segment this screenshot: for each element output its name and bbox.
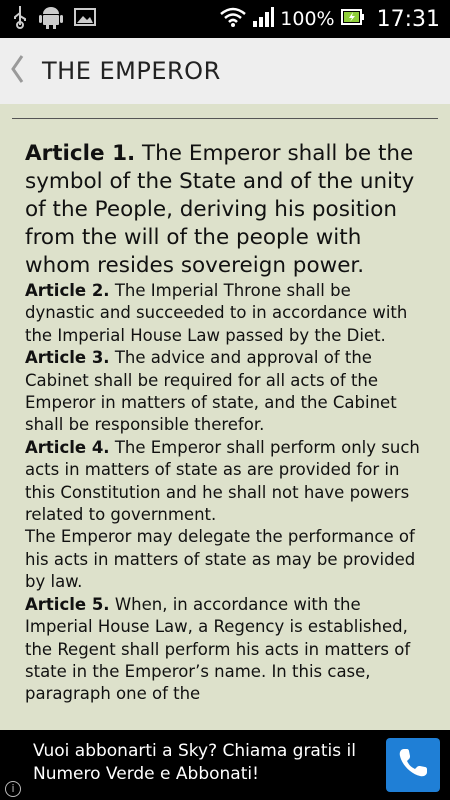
- article-label: Article 5.: [25, 594, 110, 614]
- article-label: Article 4.: [25, 437, 110, 457]
- image-icon: [74, 7, 96, 31]
- wifi-icon: [220, 7, 246, 31]
- article-paragraph: [25, 437, 425, 527]
- ad-text[interactable]: Vuoi abbonarti a Sky? Chiama gratis il Numero Verde e Abbonati!: [33, 741, 356, 784]
- article-label: Article 1.: [25, 141, 136, 166]
- article-label: Article 3.: [25, 348, 110, 368]
- phone-icon: [396, 746, 430, 784]
- battery-icon: [341, 8, 365, 30]
- article-content[interactable]: [0, 104, 450, 730]
- article-paragraph: [25, 140, 425, 280]
- back-button[interactable]: [0, 38, 34, 104]
- article-body: The Imperial Throne shall be dynastic and succeeded to in accordance with the Imperial House Law passed by the Diet.: [25, 281, 408, 345]
- article-body: The advice and approval of the Cabinet shall be required for all acts of the Emperor in matters of state, and the Cabinet shall be responsible therefor.: [25, 348, 397, 435]
- clock: 17:31: [376, 6, 440, 32]
- article-body: The Emperor shall be the symbol of the State and of the unity of the People, deriving his position from the will of the people with whom resides sovereign power.: [25, 141, 415, 278]
- android-icon: [38, 5, 64, 33]
- battery-percent: 100%: [280, 8, 335, 30]
- article-label: Article 2.: [25, 281, 110, 300]
- article-paragraph: [25, 594, 425, 706]
- article-body: The Emperor may delegate the performance of his acts in matters of state as may be provided by law.: [25, 527, 416, 592]
- chevron-left-icon: [10, 54, 24, 88]
- ad-info-icon[interactable]: i: [5, 781, 21, 797]
- status-bar: [0, 0, 450, 38]
- article-body: The Emperor shall perform only such acts in matters of state as are provided for in this Constitution and he shall not have powers related to government.: [25, 437, 420, 525]
- action-bar: [0, 38, 450, 104]
- call-button[interactable]: [386, 738, 440, 792]
- ad-banner[interactable]: [0, 730, 450, 800]
- article-paragraph: [25, 526, 425, 593]
- article-body: When, in accordance with the Imperial House Law, a Regency is established, the Regent shall perform his acts in matters of state in the Emperor’s name. In this case, paragraph one of the: [25, 594, 411, 704]
- article-paragraph: [25, 347, 425, 437]
- page-title: THE EMPEROR: [42, 57, 221, 85]
- usb-icon: [12, 5, 28, 33]
- divider: [12, 118, 438, 119]
- signal-icon: [252, 7, 274, 31]
- article-text: [25, 140, 425, 706]
- article-paragraph: [25, 280, 425, 347]
